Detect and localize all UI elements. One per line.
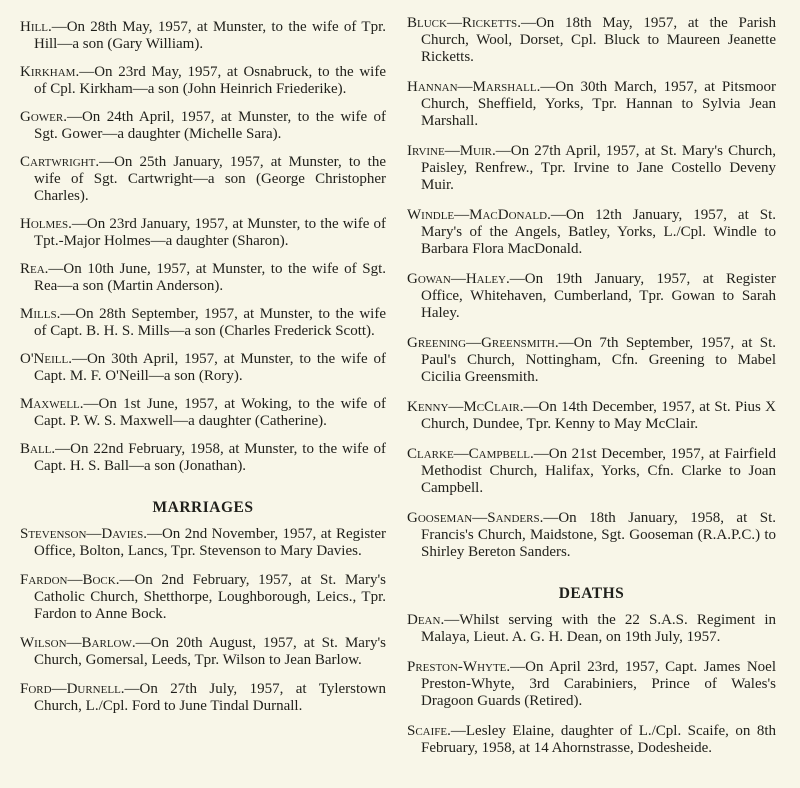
entry-text: On 18th January, 1958, at St. Francis's Church, Maidstone, Sgt. Gooseman (R.A.P.C.) to Shirley Bereton Sanders.	[421, 510, 776, 560]
entry-name: Clarke—Campbell	[407, 446, 531, 462]
entry-name: Irvine—Muir	[407, 143, 493, 159]
entry-text: On 25th January, 1957, at Munster, to the wife of Sgt. Cartwright—a son (George Christopher Charles).	[34, 154, 386, 204]
entry-text: On 22nd February, 1958, at Munster, to the wife of Capt. H. S. Ball—a son (Jonathan).	[34, 441, 386, 474]
entry-separator: .—	[75, 64, 95, 80]
entry-name: Rea	[20, 261, 45, 277]
marriage-entry	[20, 572, 386, 623]
birth-entry	[20, 109, 386, 143]
marriage-entry	[407, 15, 776, 66]
entry-name: Hill	[20, 19, 48, 35]
entry-text: On 20th August, 1957, at St. Mary's Church, Gomersal, Leeds, Tpr. Wilson to Jean Barlow.	[34, 635, 386, 668]
marriage-entry	[407, 271, 776, 322]
entry-name: Gowan—Haley	[407, 271, 506, 287]
entry-separator: .—	[115, 572, 135, 588]
entry-separator: .—	[79, 396, 99, 412]
birth-entry	[20, 64, 386, 98]
marriage-entry	[407, 335, 776, 386]
death-entry	[407, 612, 776, 646]
entry-name: Windle—MacDonald	[407, 207, 548, 223]
entry-name: Ball	[20, 441, 52, 457]
death-entry	[407, 659, 776, 710]
birth-entry	[20, 396, 386, 430]
entry-text: On 2nd February, 1957, at St. Mary's Catholic Church, Shetthorpe, Loughborough, Leics., Tpr. Fardon to Anne Bock.	[34, 572, 386, 622]
entry-name: Hannan—Marshall	[407, 79, 537, 95]
deaths-list	[407, 612, 776, 757]
entry-name: Fardon—Bock	[20, 572, 116, 588]
entry-name: Wilson—Barlow	[20, 635, 132, 651]
entry-separator: .—	[143, 526, 162, 542]
entry-separator: .—	[95, 154, 115, 170]
marriages-list-left	[20, 526, 386, 715]
entry-name: Greening—Greensmith	[407, 335, 555, 351]
births-list	[20, 19, 386, 475]
entry-name: Kenny—McClair	[407, 399, 520, 415]
entry-name: Ford—Durnell	[20, 681, 121, 697]
entry-separator: .—	[51, 441, 71, 457]
marriage-entry	[407, 143, 776, 194]
entry-separator: .—	[56, 306, 76, 322]
entry-name: Dean	[407, 612, 441, 628]
birth-entry	[20, 216, 386, 250]
marriages-heading: MARRIAGES	[152, 499, 254, 516]
entry-name: Scaife	[407, 723, 448, 739]
entry-text: Lesley Elaine, daughter of L./Cpl. Scaife, on 8th February, 1958, at 14 Ahornstrasse, Dodesheide.	[421, 723, 776, 756]
entry-separator: .—	[530, 446, 549, 462]
entry-separator: .—	[47, 19, 67, 35]
entry-name: Preston-Whyte	[407, 659, 507, 675]
entry-name: Gower	[20, 109, 64, 125]
entry-text: On 24th April, 1957, at Munster, to the wife of Sgt. Gower—a daughter (Michelle Sara).	[34, 109, 386, 142]
entry-separator: .—	[68, 351, 87, 367]
entry-separator: .—	[519, 399, 539, 415]
entry-text: On 18th May, 1957, at the Parish Church, Wool, Dorset, Cpl. Bluck to Maureen Jeanette Ricketts.	[421, 15, 776, 65]
entry-separator: .—	[492, 143, 511, 159]
entry-separator: .—	[517, 15, 536, 31]
birth-entry	[20, 351, 386, 385]
entry-text: On 23rd May, 1957, at Osnabruck, to the wife of Cpl. Kirkham—a son (John Heinrich Friederike).	[34, 64, 386, 97]
marriage-entry	[20, 681, 386, 715]
entry-separator: .—	[536, 79, 556, 95]
death-entry	[407, 723, 776, 757]
birth-entry	[20, 306, 386, 340]
entry-separator: .—	[131, 635, 151, 651]
marriage-entry	[407, 399, 776, 433]
entry-text: On 28th May, 1957, at Munster, to the wife of Tpr. Hill—a son (Gary William).	[34, 19, 386, 52]
entry-text: On 1st June, 1957, at Woking, to the wife of Capt. P. W. S. Maxwell—a daughter (Catherine).	[34, 396, 386, 429]
marriage-entry	[20, 635, 386, 669]
entry-separator: .—	[68, 216, 87, 232]
entry-text: Whilst serving with the 22 S.A.S. Regiment in Malaya, Lieut. A. G. H. Dean, on 19th July, 1957.	[421, 612, 776, 645]
marriages-list-right	[407, 15, 776, 561]
entry-text: On April 23rd, 1957, Capt. James Noel Preston-Whyte, 3rd Carabiniers, Prince of Wales's Dragoon Guards (Retired).	[421, 659, 776, 709]
entry-separator: .—	[440, 612, 460, 628]
entry-text: On 30th March, 1957, at Pitsmoor Church, Sheffield, Yorks, Tpr. Hannan to Sylvia Jean Marshall.	[421, 79, 776, 129]
birth-entry	[20, 441, 386, 475]
entry-name: Holmes	[20, 216, 69, 232]
entry-text: On 23rd January, 1957, at Munster, to the wife of Tpt.-Major Holmes—a daughter (Sharon).	[34, 216, 386, 249]
entry-text: On 27th April, 1957, at St. Mary's Church, Paisley, Renfrew., Tpr. Irvine to Jane Costello Deveny Muir.	[421, 143, 776, 193]
marriage-entry	[407, 510, 776, 561]
entry-name: Kirkham	[20, 64, 76, 80]
left-column	[20, 0, 386, 715]
entry-text: On 14th December, 1957, at St. Pius X Church, Dundee, Tpr. Kenny to May McClair.	[421, 399, 776, 432]
entry-text: On 10th June, 1957, at Munster, to the wife of Sgt. Rea—a son (Martin Anderson).	[34, 261, 386, 294]
entry-name: Maxwell	[20, 396, 80, 412]
entry-separator: .—	[506, 271, 525, 287]
entry-separator: .—	[547, 207, 566, 223]
birth-entry	[20, 19, 386, 53]
entry-separator: .—	[63, 109, 82, 125]
entry-text: On 2nd November, 1957, at Register Office, Bolton, Lancs, Tpr. Stevenson to Mary Davies.	[34, 526, 386, 559]
entry-separator: .—	[120, 681, 140, 697]
entry-name: Gooseman—Sanders	[407, 510, 540, 526]
entry-name: O'Neill	[20, 351, 69, 367]
entry-text: On 28th September, 1957, at Munster, to the wife of Capt. B. H. S. Mills—a son (Charles Frederick Scott).	[34, 306, 386, 339]
entry-text: On 7th September, 1957, at St. Paul's Church, Nottingham, Cfn. Greening to Mabel Cicilia Greensmith.	[421, 335, 776, 385]
birth-entry	[20, 154, 386, 205]
entry-text: On 27th July, 1957, at Tylerstown Church, L./Cpl. Ford to June Tindal Durnall.	[34, 681, 386, 714]
entry-separator: .—	[506, 659, 526, 675]
entry-text: On 19th January, 1957, at Register Office, Whitehaven, Cumberland, Tpr. Gowan to Sarah Haley.	[421, 271, 776, 321]
marriage-entry	[407, 446, 776, 497]
birth-entry	[20, 261, 386, 295]
entry-name: Cartwright	[20, 154, 96, 170]
right-column	[407, 0, 776, 757]
entry-text: On 30th April, 1957, at Munster, to the wife of Capt. M. F. O'Neill—a son (Rory).	[34, 351, 386, 384]
entry-separator: .—	[447, 723, 466, 739]
marriage-entry	[407, 79, 776, 130]
entry-separator: .—	[539, 510, 559, 526]
entry-separator: .—	[44, 261, 64, 277]
entry-name: Stevenson—Davies	[20, 526, 144, 542]
entry-text: On 21st December, 1957, at Fairfield Methodist Church, Halifax, Yorks, Cfn. Clarke to Joan Campbell.	[421, 446, 776, 496]
entry-text: On 12th January, 1957, at St. Mary's of the Angels, Batley, Yorks, L./Cpl. Windle to Barbara Flora MacDonald.	[421, 207, 776, 257]
entry-separator: .—	[554, 335, 574, 351]
deaths-heading: DEATHS	[558, 585, 625, 602]
entry-name: Mills	[20, 306, 57, 322]
marriage-entry	[20, 526, 386, 560]
entry-name: Bluck—Ricketts	[407, 15, 518, 31]
marriage-entry	[407, 207, 776, 258]
